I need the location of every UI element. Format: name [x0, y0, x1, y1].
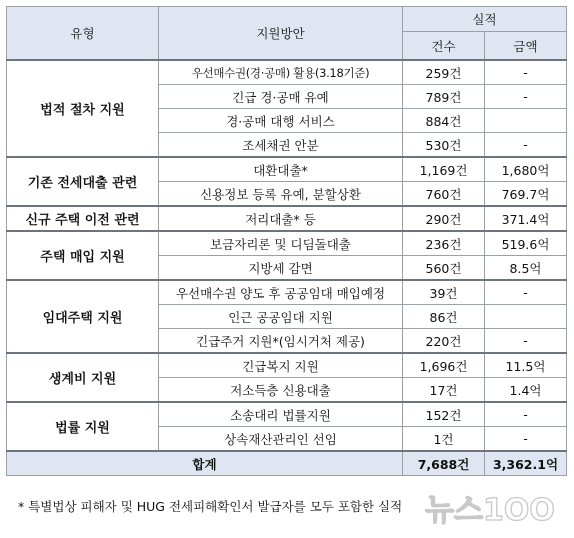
amount-cell — [485, 109, 567, 133]
count-cell: 17건 — [403, 378, 485, 403]
count-cell: 789건 — [403, 85, 485, 109]
svg-text:뉴스1OO: 뉴스1OO — [425, 493, 555, 528]
header-type: 유형 — [7, 7, 159, 61]
amount-cell: 371.4억 — [485, 206, 567, 231]
method-cell: 신용정보 등록 유예, 분할상환 — [159, 182, 403, 207]
table-row — [7, 206, 567, 231]
amount-cell: 1.4억 — [485, 378, 567, 403]
count-cell: 290건 — [403, 206, 485, 231]
table-row — [7, 280, 567, 305]
support-results-table — [6, 6, 567, 476]
table-row — [7, 231, 567, 256]
method-cell: 긴급주거 지원*(임시거처 제공) — [159, 329, 403, 354]
count-cell: 39건 — [403, 280, 485, 305]
count-cell: 220건 — [403, 329, 485, 354]
count-cell: 1,696건 — [403, 353, 485, 378]
category-cell: 생계비 지원 — [7, 353, 159, 402]
method-cell: 우선매수권 양도 후 공공임대 매입예정 — [159, 280, 403, 305]
news1-watermark-logo — [425, 488, 565, 528]
count-cell: 760건 — [403, 182, 485, 207]
method-cell: 소송대리 법률지원 — [159, 402, 403, 427]
count-cell: 1건 — [403, 427, 485, 452]
count-cell: 1,169건 — [403, 157, 485, 182]
amount-cell: 769.7억 — [485, 182, 567, 207]
total-amount: 3,362.1억 — [485, 451, 567, 476]
amount-cell: - — [485, 280, 567, 305]
table-row — [7, 353, 567, 378]
count-cell: 560건 — [403, 256, 485, 281]
amount-cell: 8.5억 — [485, 256, 567, 281]
category-cell: 법률 지원 — [7, 402, 159, 451]
method-cell: 대환대출* — [159, 157, 403, 182]
header-results: 실적 — [403, 7, 567, 32]
table-row — [7, 60, 567, 85]
table-row — [7, 157, 567, 182]
method-cell: 조세채권 안분 — [159, 133, 403, 158]
amount-cell: - — [485, 133, 567, 158]
total-count: 7,688건 — [403, 451, 485, 476]
method-cell: 저리대출* 등 — [159, 206, 403, 231]
count-cell: 259건 — [403, 60, 485, 85]
amount-cell: - — [485, 427, 567, 452]
amount-cell: 1,680억 — [485, 157, 567, 182]
count-cell: 236건 — [403, 231, 485, 256]
method-cell: 경·공매 대행 서비스 — [159, 109, 403, 133]
method-cell: 저소득층 신용대출 — [159, 378, 403, 403]
amount-cell: 519.6억 — [485, 231, 567, 256]
count-cell: 530건 — [403, 133, 485, 158]
category-cell: 임대주택 지원 — [7, 280, 159, 353]
header-method: 지원방안 — [159, 7, 403, 61]
amount-cell: - — [485, 329, 567, 354]
amount-cell: - — [485, 402, 567, 427]
amount-cell: - — [485, 85, 567, 109]
table-row — [7, 402, 567, 427]
count-cell: 86건 — [403, 305, 485, 329]
count-cell: 152건 — [403, 402, 485, 427]
method-cell: 우선매수권(경·공매) 활용(3.18기준) — [159, 60, 403, 85]
method-cell: 보금자리론 및 디딤돌대출 — [159, 231, 403, 256]
category-cell: 주택 매입 지원 — [7, 231, 159, 280]
method-cell: 지방세 감면 — [159, 256, 403, 281]
category-cell: 법적 절차 지원 — [7, 60, 159, 157]
header-amount: 금액 — [485, 32, 567, 61]
method-cell: 인근 공공임대 지원 — [159, 305, 403, 329]
footnote: * 특별법상 피해자 및 HUG 전세피해확인서 발급자를 모두 포함한 실적 — [18, 499, 403, 514]
total-row — [7, 451, 567, 476]
method-cell: 상속재산관리인 선임 — [159, 427, 403, 452]
method-cell: 긴급복지 지원 — [159, 353, 403, 378]
amount-cell: 11.5억 — [485, 353, 567, 378]
category-cell: 기존 전세대출 관련 — [7, 157, 159, 206]
header-count: 건수 — [403, 32, 485, 61]
count-cell: 884건 — [403, 109, 485, 133]
amount-cell — [485, 305, 567, 329]
table-body — [7, 60, 567, 476]
category-cell: 신규 주택 이전 관련 — [7, 206, 159, 231]
total-label: 합계 — [7, 451, 403, 476]
amount-cell: - — [485, 60, 567, 85]
method-cell: 긴급 경·공매 유예 — [159, 85, 403, 109]
